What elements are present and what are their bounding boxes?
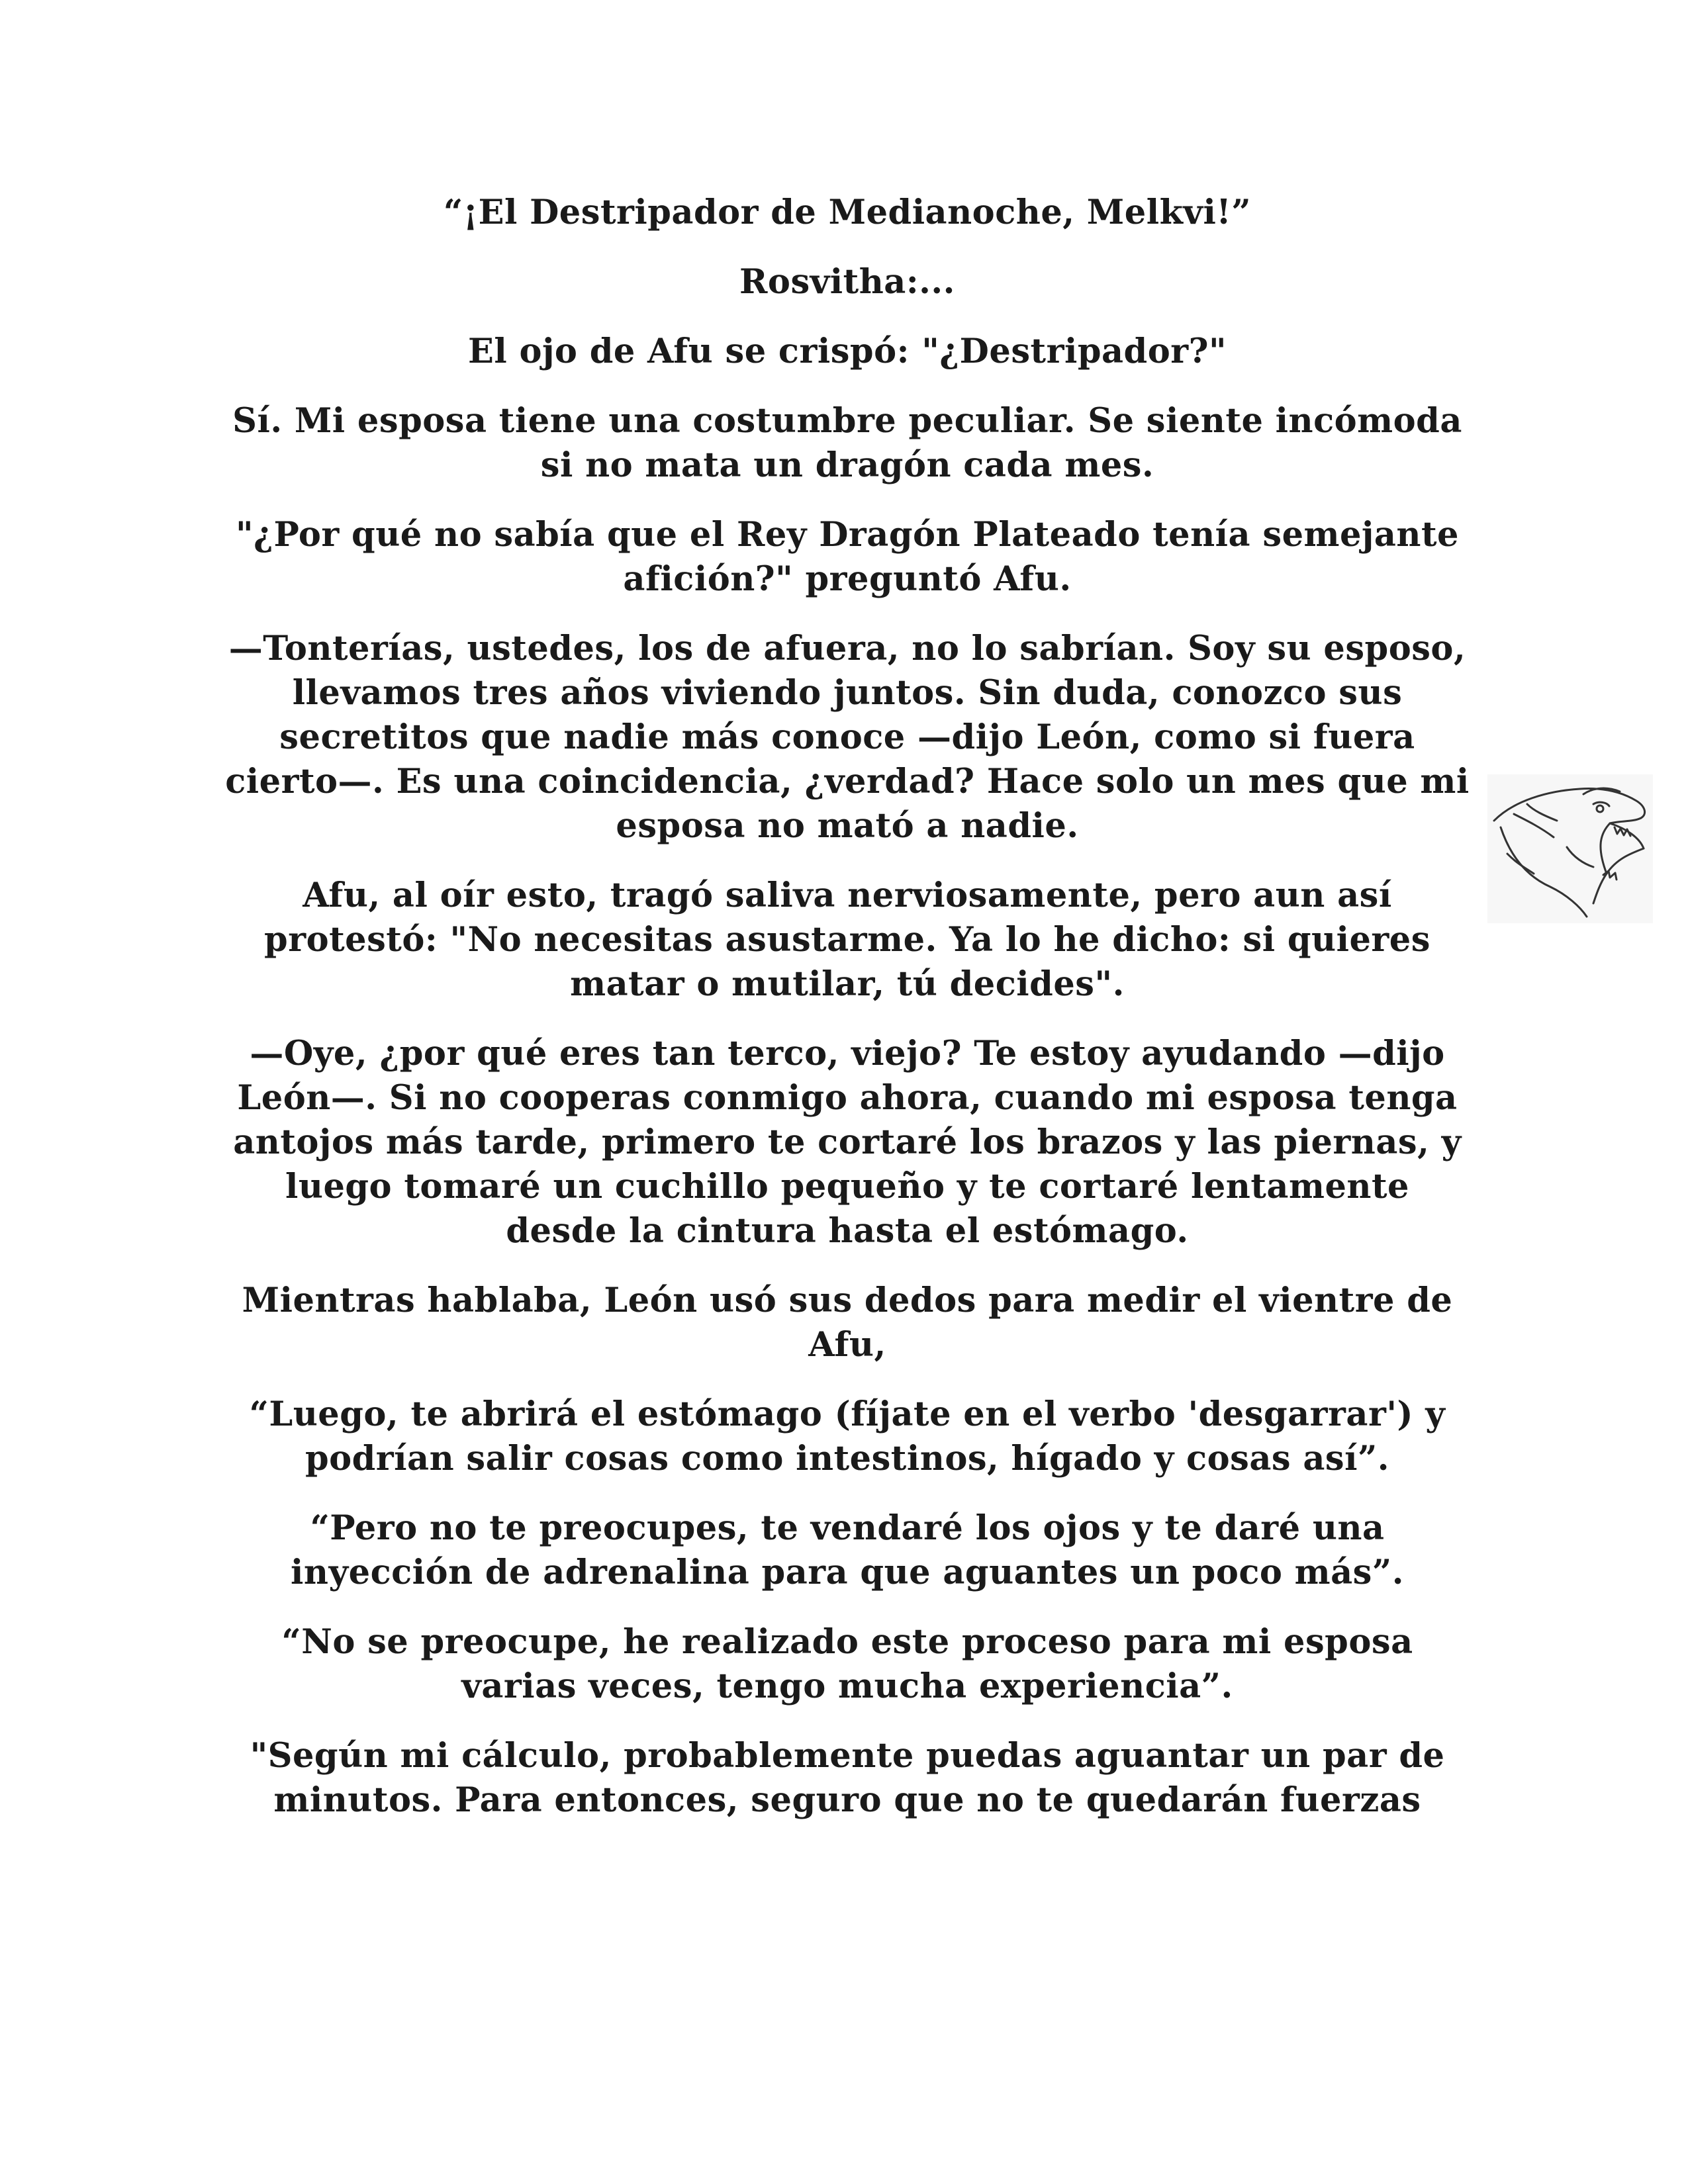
paragraph: Afu, al oír esto, tragó saliva nerviosamente, pero aun así protestó: "No necesitas asustarme. Ya lo he dicho: si quieres matar o mutilar, tú decides". — [264, 876, 1430, 1004]
paragraph: “No se preocupe, he realizado este proceso para mi esposa varias veces, tengo mucha experiencia”. — [281, 1622, 1413, 1706]
paragraph: "¿Por qué no sabía que el Rey Dragón Plateado tenía semejante afición?" preguntó Afu. — [235, 515, 1460, 599]
paragraph: El ojo de Afu se crispó: "¿Destripador?" — [467, 332, 1227, 371]
paragraph: “Luego, te abrirá el estómago (fíjate en el verbo 'desgarrar') y podrían salir cosas como intestinos, hígado y cosas así”. — [249, 1394, 1446, 1479]
paragraph: “¡El Destripador de Medianoche, Melkvi!” — [443, 193, 1252, 232]
paragraph: Sí. Mi esposa tiene una costumbre peculiar. Se siente incómoda si no mata un dragón cada mes. — [232, 401, 1462, 485]
paragraph: “Pero no te preocupes, te vendaré los ojos y te daré una inyección de adrenalina para que aguantes un poco más”. — [291, 1508, 1404, 1592]
paragraph: Rosvitha:... — [739, 262, 955, 302]
paragraph: —Oye, ¿por qué eres tan terco, viejo? Te estoy ayudando —dijo León—. Si no cooperas conmigo ahora, cuando mi esposa tenga antojos más tarde, primero te cortaré los brazos y las piernas, y luego tomaré un cuchillo pequeño y te cortaré lentamente desde la cintura hasta el estómago. — [233, 1034, 1462, 1251]
story-text — [225, 191, 1470, 1848]
paragraph: —Tonterías, ustedes, los de afuera, no lo sabrían. Soy su esposo, llevamos tres años viviendo juntos. Sin duda, conozco sus secretitos que nadie más conoce —dijo León, como si fuera cierto—. Es una coincidencia, ¿verdad? Hace solo un mes que mi esposa no mató a nadie. — [225, 629, 1470, 846]
paragraph: Mientras hablaba, León usó sus dedos para medir el vientre de Afu, — [242, 1281, 1453, 1365]
paragraph: "Según mi cálculo, probablemente puedas aguantar un par de minutos. Para entonces, seguro que no te quedarán fuerzas — [250, 1736, 1445, 1820]
dinosaur-head-sketch-icon — [1487, 774, 1653, 923]
